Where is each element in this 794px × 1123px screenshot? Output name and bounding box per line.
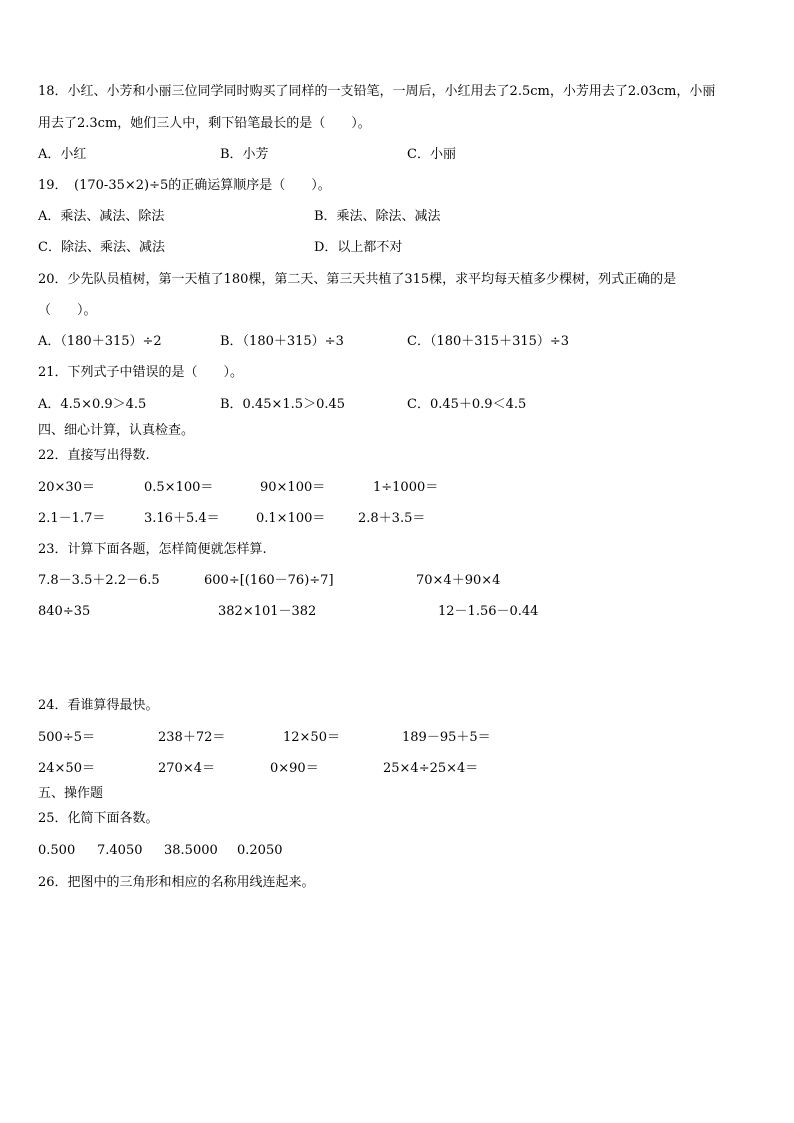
q22-item: 20×30＝ [38,480,95,495]
q19-option-b[interactable]: B．乘法、除法、减法 [314,209,441,224]
q25-stem: 25．化简下面各数。 [38,811,159,826]
q24-item: 12×50＝ [283,730,340,745]
q22-item: 2.8＋3.5＝ [358,511,426,526]
q18-line2: 用去了2.3cm，她们三人中，剩下铅笔最长的是（ ）。 [38,116,371,131]
q24-item: 238＋72＝ [158,730,226,745]
q22-item: 1÷1000＝ [373,480,439,495]
q21-option-b[interactable]: B．0.45×1.5＞0.45 [220,397,346,412]
q22-item: 0.1×100＝ [256,511,326,526]
q19-option-a[interactable]: A．乘法、减法、除法 [38,209,165,224]
q24-item: 25×4÷25×4＝ [383,761,479,776]
q18-option-b[interactable]: B．小芳 [220,147,269,162]
q18-line1: 18．小红、小芳和小丽三位同学同时购买了同样的一支铅笔，一周后，小红用去了2.5cm，小芳用去了2.03cm，小丽 [38,84,716,99]
q24-stem: 24．看谁算得最快。 [38,698,159,713]
q21-stem: 21．下列式子中错误的是（ ）。 [38,365,244,380]
q24-item: 0×90＝ [270,761,319,776]
q19-stem: 19． (170-35×2)÷5的正确运算顺序是（ ）。 [38,178,331,193]
q20-option-a[interactable]: A．（180＋315）÷2 [38,334,162,349]
q22-item: 3.16＋5.4＝ [144,511,220,526]
q24-item: 500÷5＝ [38,730,95,745]
q22-item: 90×100＝ [260,480,326,495]
q21-option-a[interactable]: A．4.5×0.9＞4.5 [38,397,147,412]
q23-item: 7.8－3.5＋2.2－6.5 [38,573,160,588]
q20-line2: （ ）。 [38,303,97,318]
q25-number: 0.2050 [237,843,283,858]
q20-option-c[interactable]: C．（180＋315＋315）÷3 [407,334,570,349]
q23-item: 382×101－382 [218,604,317,619]
q25-number: 0.500 [38,843,76,858]
q19-option-c[interactable]: C．除法、乘法、减法 [38,240,165,255]
q23-item: 12－1.56－0.44 [438,604,539,619]
q18-option-a[interactable]: A．小红 [38,147,87,162]
section-5-heading: 五、操作题 [38,786,104,801]
q24-item: 270×4＝ [158,761,215,776]
section-4-heading: 四、细心计算，认真检查。 [38,423,195,438]
q26-stem: 26．把图中的三角形和相应的名称用线连起来。 [38,875,315,890]
q23-item: 600÷[(160－76)÷7] [204,573,334,588]
q23-item: 840÷35 [38,604,91,619]
q24-item: 189－95＋5＝ [402,730,491,745]
q23-item: 70×4＋90×4 [416,573,501,588]
q24-item: 24×50＝ [38,761,95,776]
q18-option-c[interactable]: C．小丽 [407,147,456,162]
q20-option-b[interactable]: B．（180＋315）÷3 [220,334,344,349]
q20-line1: 20．少先队员植树，第一天植了180棵，第二天、第三天共植了315棵，求平均每天植多少棵树，列式正确的是 [38,272,677,287]
q25-number: 7.4050 [97,843,143,858]
q22-item: 2.1－1.7＝ [38,511,106,526]
q23-stem: 23．计算下面各题，怎样简便就怎样算. [38,542,267,557]
q25-number: 38.5000 [164,843,218,858]
q21-option-c[interactable]: C．0.45＋0.9＜4.5 [407,397,527,412]
q22-stem: 22．直接写出得数. [38,448,150,463]
q22-item: 0.5×100＝ [144,480,214,495]
q19-option-d[interactable]: D．以上都不对 [314,240,403,255]
